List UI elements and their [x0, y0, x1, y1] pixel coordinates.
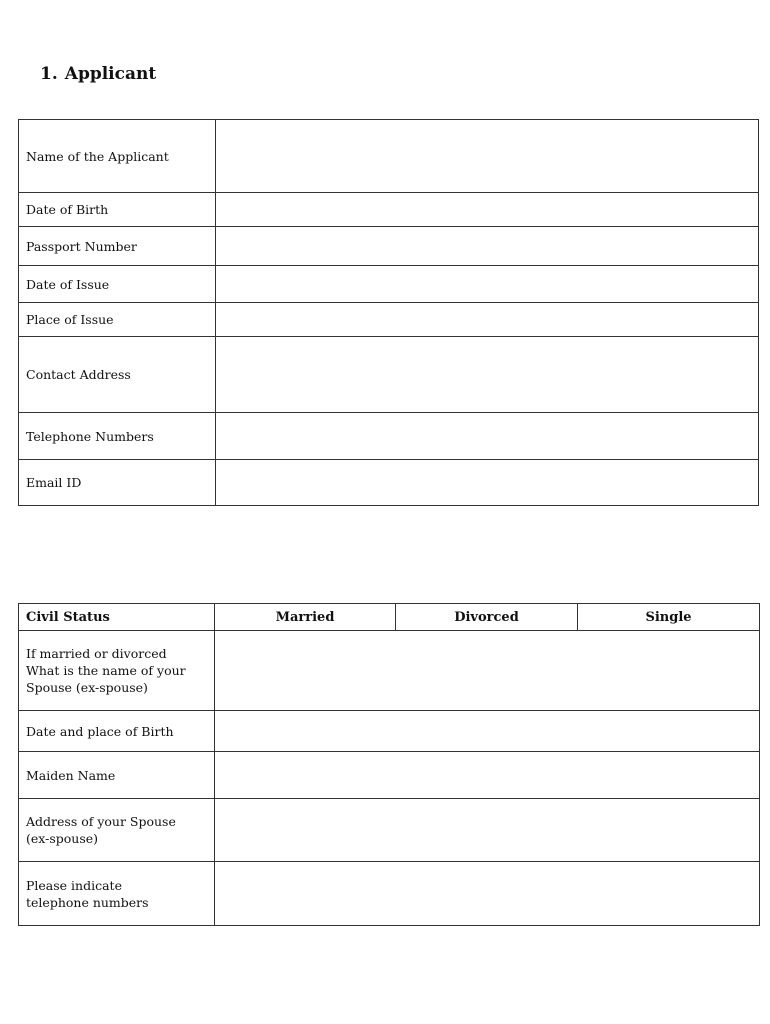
- field-label: Telephone Numbers: [19, 413, 216, 460]
- form-row-date-of-issue: [19, 266, 759, 303]
- form-row-spouse-birth: [19, 711, 760, 752]
- form-row-passport: [19, 227, 759, 266]
- applicant-table: [18, 119, 759, 506]
- label-line: Maiden Name: [26, 767, 116, 783]
- name-of-applicant-field[interactable]: [216, 120, 759, 193]
- form-row-spouse-address: [19, 799, 760, 862]
- field-label: Email ID: [19, 460, 216, 506]
- place-of-issue-field[interactable]: [216, 303, 759, 337]
- civil-status-option-divorced[interactable]: Divorced: [396, 604, 578, 631]
- date-place-of-birth-field[interactable]: [215, 711, 760, 752]
- label-line: What is the name of your: [26, 663, 186, 678]
- civil-status-table: [18, 603, 760, 926]
- form-row-email: [19, 460, 759, 506]
- field-label: [19, 752, 215, 799]
- spouse-address-field[interactable]: [215, 799, 760, 862]
- maiden-name-field[interactable]: [215, 752, 760, 799]
- section-title: Applicant: [64, 64, 157, 84]
- label-line: Spouse (ex-spouse): [26, 680, 148, 695]
- form-row-name: [19, 120, 759, 193]
- field-label: [19, 631, 215, 711]
- label-line: Date and place of Birth: [26, 723, 174, 739]
- field-label: [19, 711, 215, 752]
- contact-address-field[interactable]: [216, 337, 759, 413]
- form-row-contact-address: [19, 337, 759, 413]
- label-line: Please indicate: [26, 877, 122, 893]
- label-line: If married or divorced: [26, 646, 167, 661]
- field-label: [19, 799, 215, 862]
- label-line: telephone numbers: [26, 894, 149, 910]
- telephone-numbers-field[interactable]: [216, 413, 759, 460]
- civil-status-label: Civil Status: [19, 604, 215, 631]
- section-number: 1.: [40, 64, 58, 84]
- spouse-name-field[interactable]: [215, 631, 760, 711]
- spouse-telephone-field[interactable]: [215, 862, 760, 926]
- field-label: Name of the Applicant: [19, 120, 216, 193]
- field-label: Passport Number: [19, 227, 216, 266]
- form-row-maiden-name: [19, 752, 760, 799]
- civil-status-option-single[interactable]: Single: [578, 604, 760, 631]
- form-row-telephone: [19, 413, 759, 460]
- form-row-spouse-name: [19, 631, 760, 711]
- civil-status-option-married[interactable]: Married: [215, 604, 396, 631]
- field-label: Date of Issue: [19, 266, 216, 303]
- date-of-issue-field[interactable]: [216, 266, 759, 303]
- passport-number-field[interactable]: [216, 227, 759, 266]
- section-heading: [40, 62, 156, 86]
- form-row-dob: [19, 193, 759, 227]
- label-line: Address of your Spouse: [26, 814, 176, 829]
- field-label: Contact Address: [19, 337, 216, 413]
- label-line: (ex-spouse): [26, 831, 99, 846]
- form-row-spouse-telephone: [19, 862, 760, 926]
- form-row-place-of-issue: [19, 303, 759, 337]
- field-label: [19, 862, 215, 926]
- field-label: Date of Birth: [19, 193, 216, 227]
- date-of-birth-field[interactable]: [216, 193, 759, 227]
- email-id-field[interactable]: [216, 460, 759, 506]
- civil-status-header-row: [19, 604, 760, 631]
- field-label: Place of Issue: [19, 303, 216, 337]
